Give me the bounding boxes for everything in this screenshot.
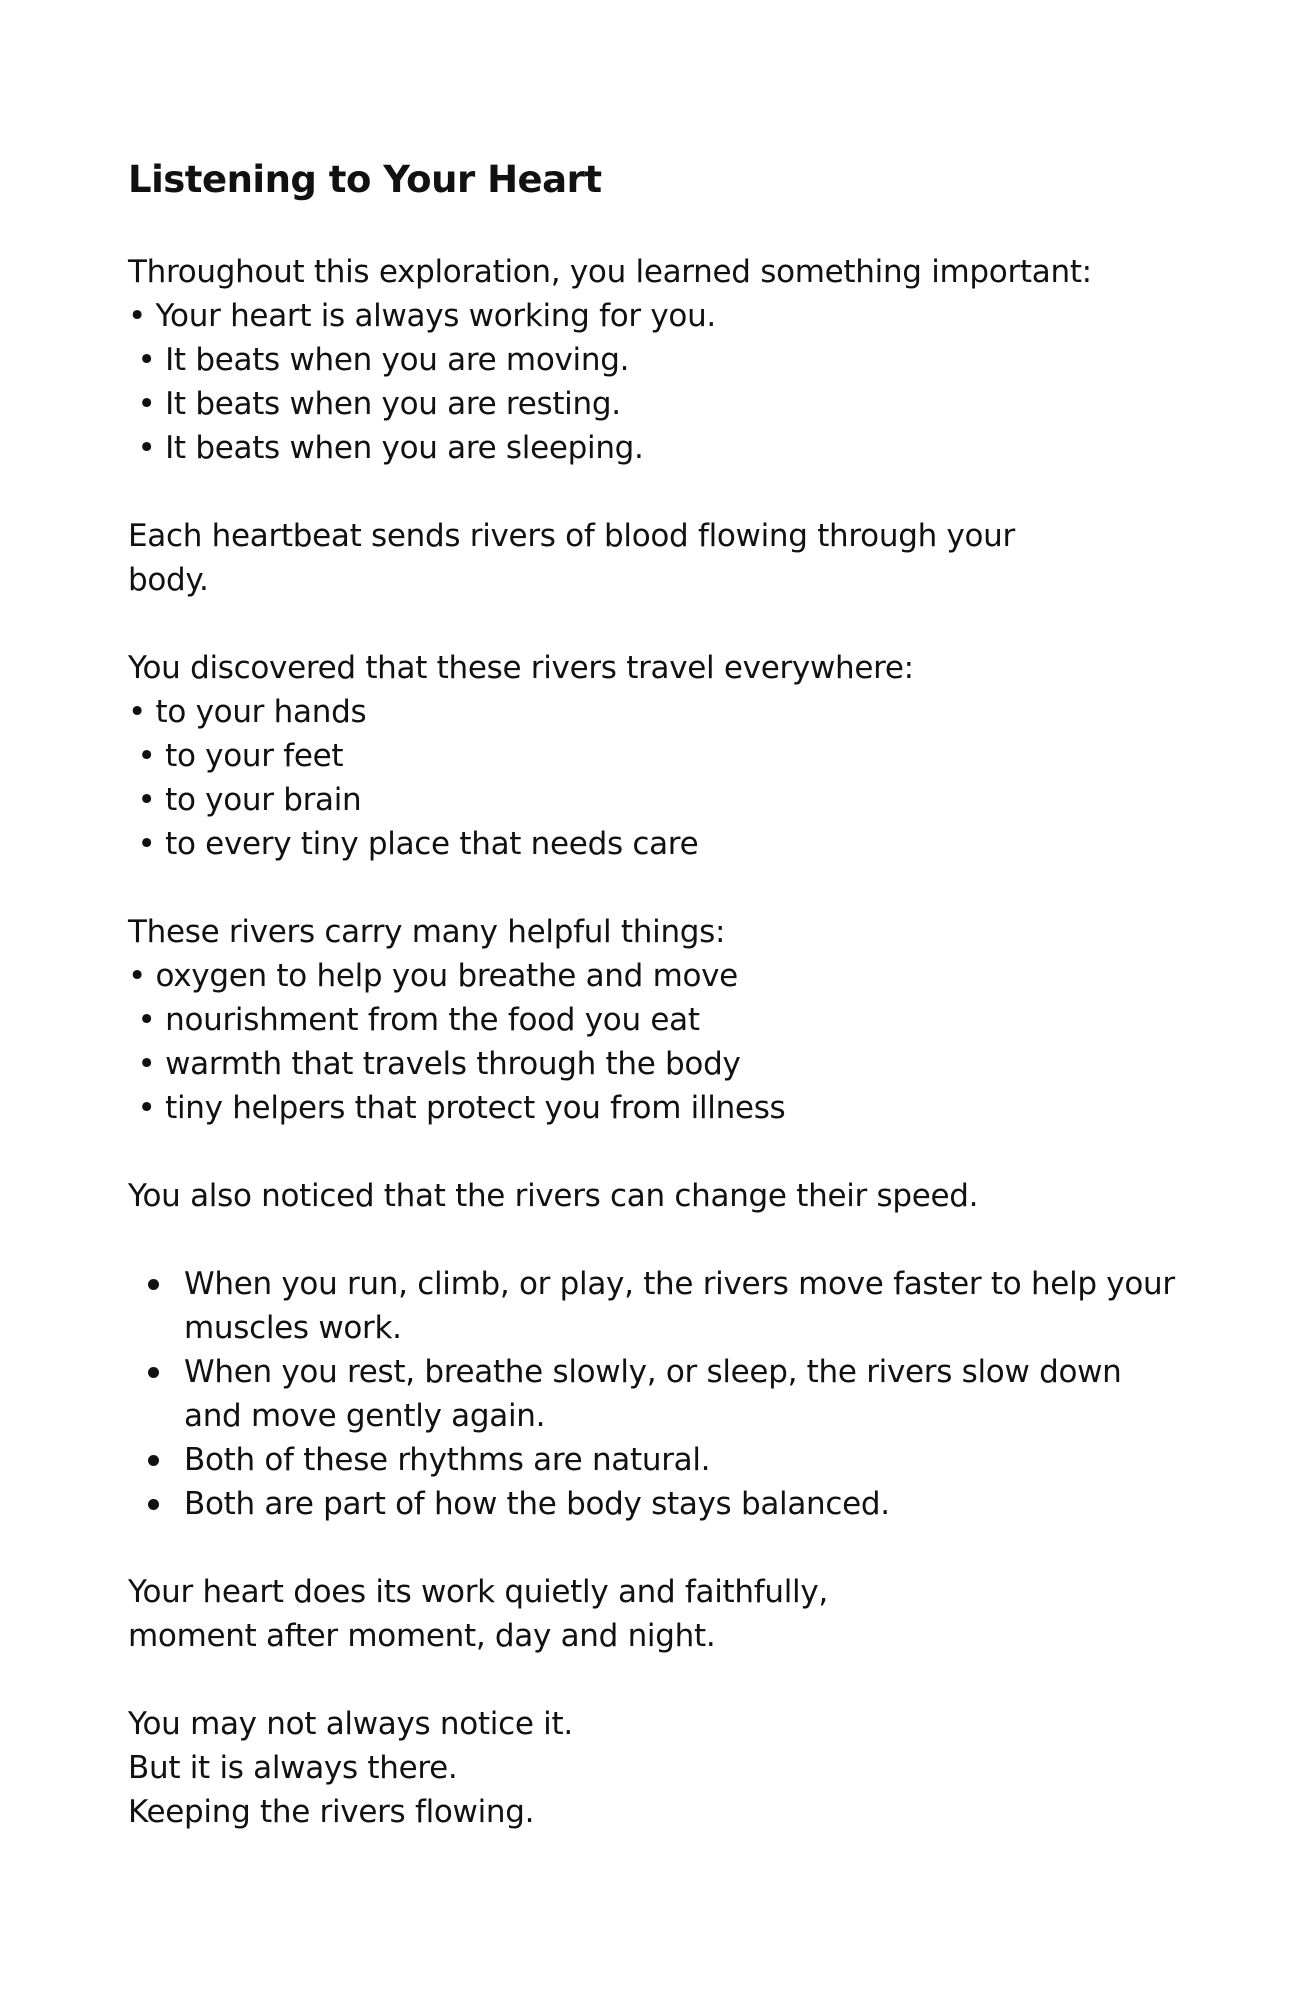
text-line: • tiny helpers that protect you from illness	[128, 1090, 786, 1126]
text-line: • Your heart is always working for you.	[128, 298, 716, 334]
paragraph-speed	[128, 1174, 1188, 1218]
text-line: Keeping the rivers flowing.	[128, 1794, 535, 1830]
bullet-list-rhythms	[128, 1262, 1188, 1526]
list-item: Both of these rhythms are natural.	[128, 1438, 1188, 1482]
text-line: Each heartbeat sends rivers of blood flowing through your	[128, 518, 1015, 554]
text-line: • It beats when you are moving.	[128, 342, 630, 378]
paragraph-rivers-travel	[128, 646, 1188, 866]
page-title: Listening to Your Heart	[128, 158, 602, 201]
text-line: moment after moment, day and night.	[128, 1618, 716, 1654]
text-line: • to every tiny place that needs care	[128, 826, 699, 862]
text-line: • It beats when you are resting.	[128, 386, 621, 422]
paragraph-rivers-carry	[128, 910, 1188, 1130]
list-item: When you run, climb, or play, the rivers move faster to help your muscles work.	[128, 1262, 1188, 1350]
text-line: Throughout this exploration, you learned something important:	[128, 254, 1092, 290]
text-line: • It beats when you are sleeping.	[128, 430, 644, 466]
text-line: You also noticed that the rivers can change their speed.	[128, 1178, 979, 1214]
text-line: • to your feet	[128, 738, 344, 774]
text-line: • to your brain	[128, 782, 362, 818]
paragraph-closing	[128, 1702, 1188, 1834]
text-line: body.	[128, 562, 209, 598]
paragraph-lessons	[128, 250, 1188, 470]
text-line: You discovered that these rivers travel everywhere:	[128, 650, 914, 686]
text-line: • oxygen to help you breathe and move	[128, 958, 738, 994]
paragraph-faithful	[128, 1570, 1188, 1658]
paragraph-heartbeat	[128, 514, 1188, 602]
list-item: Both are part of how the body stays balanced.	[128, 1482, 1188, 1526]
text-line: But it is always there.	[128, 1750, 458, 1786]
text-line: • nourishment from the food you eat	[128, 1002, 700, 1038]
text-line: You may not always notice it.	[128, 1706, 573, 1742]
text-line: • warmth that travels through the body	[128, 1046, 741, 1082]
text-line: • to your hands	[128, 694, 367, 730]
text-line: Your heart does its work quietly and faithfully,	[128, 1574, 828, 1610]
document-page	[128, 158, 1188, 1878]
list-item: When you rest, breathe slowly, or sleep, the rivers slow down and move gently again.	[128, 1350, 1188, 1438]
text-line: These rivers carry many helpful things:	[128, 914, 726, 950]
